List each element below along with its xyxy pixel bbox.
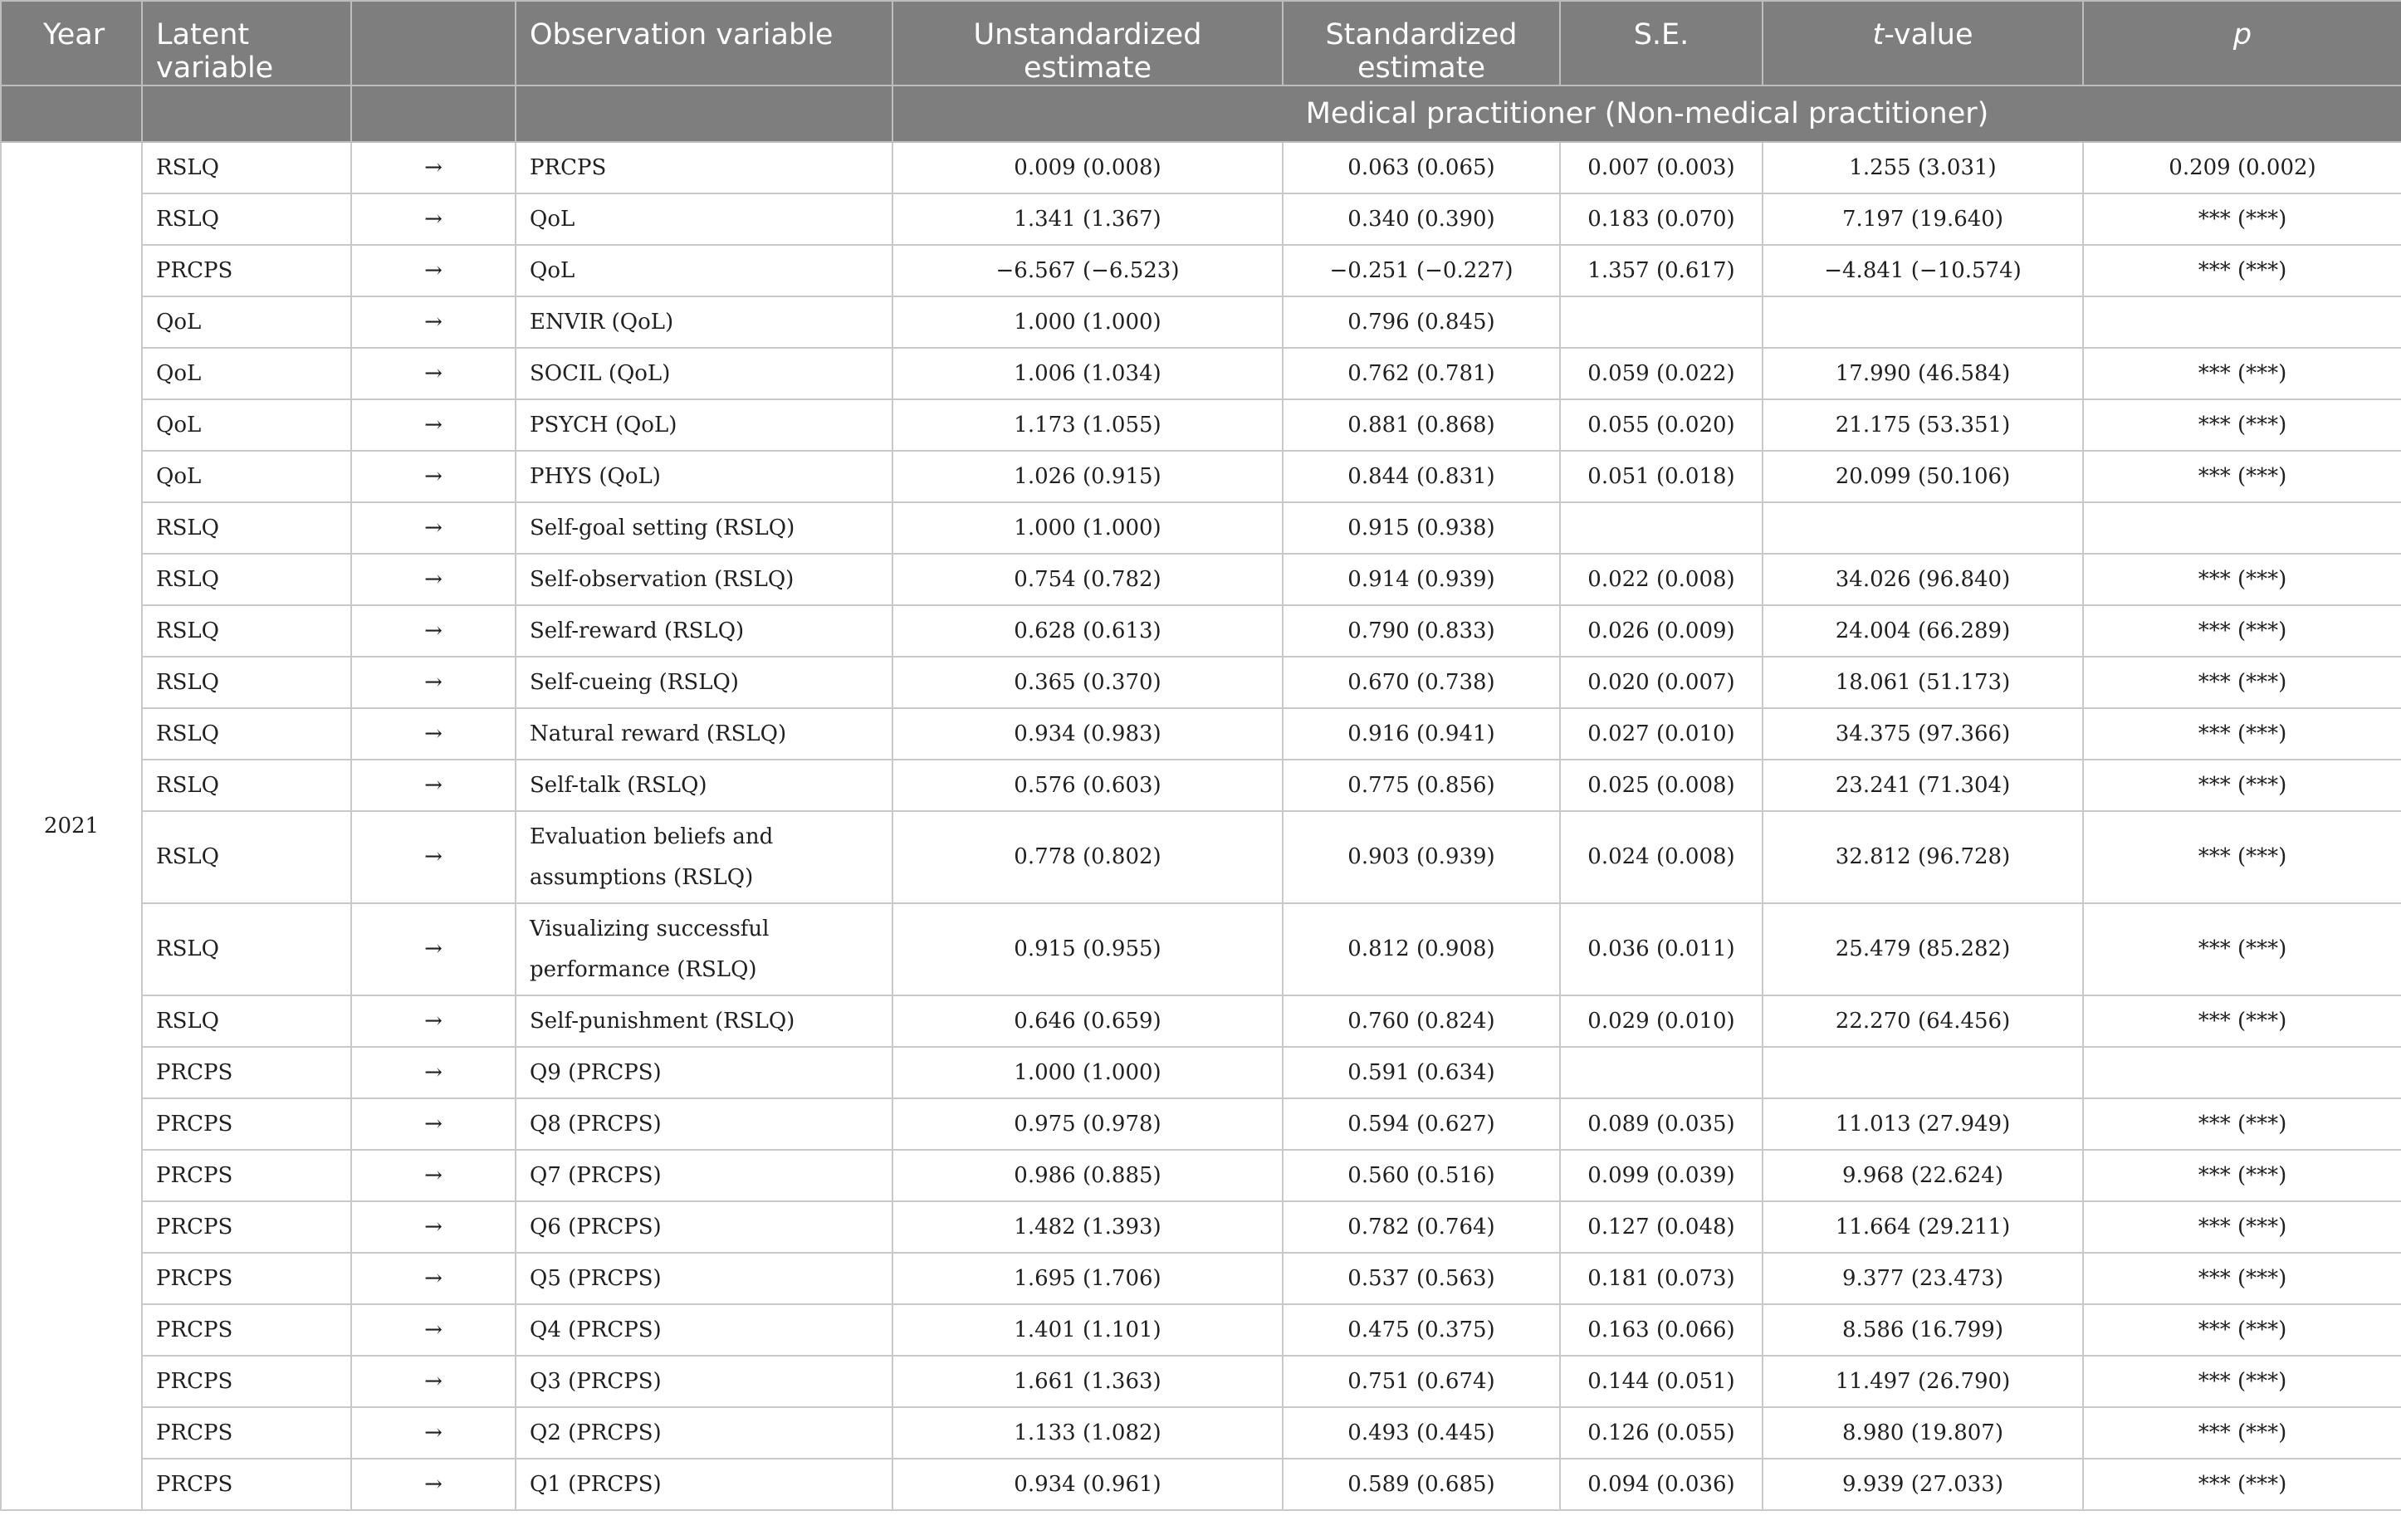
p-value-cell: *** (***) (2083, 399, 2401, 451)
table-row (1, 1459, 2401, 1510)
se-cell: 0.007 (0.003) (1560, 142, 1763, 193)
se-cell: 0.051 (0.018) (1560, 451, 1763, 502)
header-unstd-line1: Unstandardized (973, 18, 1202, 51)
standardized-estimate-cell: 0.537 (0.563) (1283, 1253, 1560, 1304)
latent-variable-cell: RSLQ (142, 995, 351, 1047)
unstandardized-estimate-cell: 1.000 (1.000) (892, 296, 1283, 348)
t-value-cell: 21.175 (53.351) (1763, 399, 2083, 451)
observation-variable-cell: Self-talk (RSLQ) (516, 760, 892, 811)
unstandardized-estimate-cell: 0.365 (0.370) (892, 657, 1283, 708)
latent-variable-cell: RSLQ (142, 760, 351, 811)
latent-variable-cell: QoL (142, 399, 351, 451)
t-value-cell (1763, 296, 2083, 348)
p-value-cell: *** (***) (2083, 1201, 2401, 1253)
unstandardized-estimate-cell: 1.341 (1.367) (892, 193, 1283, 245)
se-cell (1560, 296, 1763, 348)
unstandardized-estimate-cell: 0.975 (0.978) (892, 1098, 1283, 1150)
arrow-cell: → (351, 1098, 516, 1150)
table-row (1, 903, 2401, 995)
subheader-group-label: Medical practitioner (Non-medical practitioner) (892, 86, 2401, 142)
p-value-cell: *** (***) (2083, 1459, 2401, 1510)
table-row (1, 554, 2401, 605)
table-row (1, 760, 2401, 811)
p-value-cell: *** (***) (2083, 995, 2401, 1047)
subheader-row (1, 86, 2401, 142)
header-standardized-estimate (1283, 1, 1560, 86)
t-value-cell (1763, 1047, 2083, 1098)
t-value-cell: 11.664 (29.211) (1763, 1201, 2083, 1253)
table-row (1, 1304, 2401, 1356)
table-header (1, 1, 2401, 142)
observation-variable-cell: Visualizing successful performance (RSLQ) (516, 903, 892, 995)
standardized-estimate-cell: 0.762 (0.781) (1283, 348, 1560, 399)
header-row (1, 1, 2401, 86)
table-row (1, 1356, 2401, 1407)
latent-variable-cell: PRCPS (142, 245, 351, 296)
table-row (1, 142, 2401, 193)
se-cell: 1.357 (0.617) (1560, 245, 1763, 296)
se-cell (1560, 502, 1763, 554)
se-cell: 0.089 (0.035) (1560, 1098, 1763, 1150)
se-cell: 0.183 (0.070) (1560, 193, 1763, 245)
standardized-estimate-cell: 0.881 (0.868) (1283, 399, 1560, 451)
unstandardized-estimate-cell: 0.934 (0.961) (892, 1459, 1283, 1510)
year-cell: 2021 (1, 142, 142, 1510)
se-cell: 0.020 (0.007) (1560, 657, 1763, 708)
header-p (2083, 1, 2401, 86)
table-row (1, 502, 2401, 554)
header-unstd-line2: estimate (1023, 51, 1152, 85)
observation-variable-cell: Q1 (PRCPS) (516, 1459, 892, 1510)
latent-variable-cell: RSLQ (142, 554, 351, 605)
latent-variable-cell: PRCPS (142, 1459, 351, 1510)
header-std-line2: estimate (1357, 51, 1485, 85)
standardized-estimate-cell: 0.844 (0.831) (1283, 451, 1560, 502)
t-value-cell: 1.255 (3.031) (1763, 142, 2083, 193)
p-value-cell: *** (***) (2083, 451, 2401, 502)
header-std-line1: Standardized (1325, 18, 1518, 51)
standardized-estimate-cell: 0.670 (0.738) (1283, 657, 1560, 708)
observation-variable-cell: Q3 (PRCPS) (516, 1356, 892, 1407)
standardized-estimate-cell: 0.560 (0.516) (1283, 1150, 1560, 1201)
t-value-cell: 25.479 (85.282) (1763, 903, 2083, 995)
p-value-cell: 0.209 (0.002) (2083, 142, 2401, 193)
header-latent-variable (142, 1, 351, 86)
header-unstandardized-estimate (892, 1, 1283, 86)
standardized-estimate-cell: 0.775 (0.856) (1283, 760, 1560, 811)
table-row (1, 399, 2401, 451)
header-se: S.E. (1560, 1, 1763, 86)
arrow-cell: → (351, 502, 516, 554)
standardized-estimate-cell: 0.063 (0.065) (1283, 142, 1560, 193)
se-cell: 0.144 (0.051) (1560, 1356, 1763, 1407)
latent-variable-cell: PRCPS (142, 1253, 351, 1304)
p-value-cell: *** (***) (2083, 348, 2401, 399)
unstandardized-estimate-cell: 0.628 (0.613) (892, 605, 1283, 657)
se-cell: 0.099 (0.039) (1560, 1150, 1763, 1201)
observation-variable-cell: Q4 (PRCPS) (516, 1304, 892, 1356)
header-t-italic: t (1872, 18, 1885, 51)
se-cell: 0.026 (0.009) (1560, 605, 1763, 657)
unstandardized-estimate-cell: 0.009 (0.008) (892, 142, 1283, 193)
standardized-estimate-cell: 0.493 (0.445) (1283, 1407, 1560, 1459)
unstandardized-estimate-cell: 1.482 (1.393) (892, 1201, 1283, 1253)
latent-variable-cell: RSLQ (142, 605, 351, 657)
t-value-cell: 7.197 (19.640) (1763, 193, 2083, 245)
header-t-value (1763, 1, 2083, 86)
unstandardized-estimate-cell: 0.915 (0.955) (892, 903, 1283, 995)
standardized-estimate-cell: 0.796 (0.845) (1283, 296, 1560, 348)
table-row (1, 708, 2401, 760)
observation-variable-cell: QoL (516, 193, 892, 245)
unstandardized-estimate-cell: 1.401 (1.101) (892, 1304, 1283, 1356)
p-value-cell: *** (***) (2083, 554, 2401, 605)
unstandardized-estimate-cell: 1.006 (1.034) (892, 348, 1283, 399)
observation-variable-cell: Self-observation (RSLQ) (516, 554, 892, 605)
observation-variable-cell: Self-goal setting (RSLQ) (516, 502, 892, 554)
header-year: Year (1, 1, 142, 86)
t-value-cell: −4.841 (−10.574) (1763, 245, 2083, 296)
p-value-cell: *** (***) (2083, 1098, 2401, 1150)
t-value-cell: 20.099 (50.106) (1763, 451, 2083, 502)
observation-variable-cell: Q2 (PRCPS) (516, 1407, 892, 1459)
t-value-cell: 32.812 (96.728) (1763, 811, 2083, 903)
header-latent-line1: Latent (156, 18, 250, 51)
p-value-cell: *** (***) (2083, 605, 2401, 657)
p-value-cell (2083, 1047, 2401, 1098)
unstandardized-estimate-cell: 1.661 (1.363) (892, 1356, 1283, 1407)
subheader-empty-4 (516, 86, 892, 142)
t-value-cell: 34.026 (96.840) (1763, 554, 2083, 605)
se-cell: 0.025 (0.008) (1560, 760, 1763, 811)
latent-variable-cell: RSLQ (142, 657, 351, 708)
arrow-cell: → (351, 1304, 516, 1356)
arrow-cell: → (351, 605, 516, 657)
p-value-cell (2083, 502, 2401, 554)
arrow-cell: → (351, 903, 516, 995)
t-value-cell: 9.968 (22.624) (1763, 1150, 2083, 1201)
subheader-empty-3 (351, 86, 516, 142)
p-value-cell: *** (***) (2083, 760, 2401, 811)
arrow-cell: → (351, 451, 516, 502)
latent-variable-cell: PRCPS (142, 1356, 351, 1407)
standardized-estimate-cell: 0.751 (0.674) (1283, 1356, 1560, 1407)
observation-variable-cell: Evaluation beliefs and assumptions (RSLQ) (516, 811, 892, 903)
arrow-cell: → (351, 1047, 516, 1098)
arrow-cell: → (351, 399, 516, 451)
observation-variable-cell: Self-punishment (RSLQ) (516, 995, 892, 1047)
p-value-cell: *** (***) (2083, 1356, 2401, 1407)
arrow-cell: → (351, 657, 516, 708)
se-cell: 0.059 (0.022) (1560, 348, 1763, 399)
arrow-cell: → (351, 554, 516, 605)
standardized-estimate-cell: 0.475 (0.375) (1283, 1304, 1560, 1356)
header-observation-variable: Observation variable (516, 1, 892, 86)
p-value-cell: *** (***) (2083, 1253, 2401, 1304)
latent-variable-cell: QoL (142, 296, 351, 348)
standardized-estimate-cell: 0.790 (0.833) (1283, 605, 1560, 657)
se-cell: 0.126 (0.055) (1560, 1407, 1763, 1459)
standardized-estimate-cell: 0.760 (0.824) (1283, 995, 1560, 1047)
p-value-cell: *** (***) (2083, 1407, 2401, 1459)
unstandardized-estimate-cell: 0.986 (0.885) (892, 1150, 1283, 1201)
observation-variable-cell: Q5 (PRCPS) (516, 1253, 892, 1304)
se-cell: 0.022 (0.008) (1560, 554, 1763, 605)
t-value-cell: 11.497 (26.790) (1763, 1356, 2083, 1407)
table-row (1, 296, 2401, 348)
standardized-estimate-cell: 0.915 (0.938) (1283, 502, 1560, 554)
latent-variable-cell: RSLQ (142, 811, 351, 903)
unstandardized-estimate-cell: 1.695 (1.706) (892, 1253, 1283, 1304)
standardized-estimate-cell: 0.594 (0.627) (1283, 1098, 1560, 1150)
se-cell (1560, 1047, 1763, 1098)
arrow-cell: → (351, 811, 516, 903)
se-cell: 0.027 (0.010) (1560, 708, 1763, 760)
table-row (1, 348, 2401, 399)
t-value-cell (1763, 502, 2083, 554)
table-row (1, 1150, 2401, 1201)
arrow-cell: → (351, 142, 516, 193)
observation-variable-cell: Self-cueing (RSLQ) (516, 657, 892, 708)
observation-variable-cell: Q7 (PRCPS) (516, 1150, 892, 1201)
t-value-cell: 9.939 (27.033) (1763, 1459, 2083, 1510)
arrow-cell: → (351, 995, 516, 1047)
standardized-estimate-cell: 0.903 (0.939) (1283, 811, 1560, 903)
t-value-cell: 22.270 (64.456) (1763, 995, 2083, 1047)
p-value-cell: *** (***) (2083, 708, 2401, 760)
latent-variable-cell: RSLQ (142, 193, 351, 245)
table-row (1, 1253, 2401, 1304)
observation-variable-cell: PHYS (QoL) (516, 451, 892, 502)
latent-variable-cell: PRCPS (142, 1304, 351, 1356)
se-cell: 0.094 (0.036) (1560, 1459, 1763, 1510)
table-row (1, 811, 2401, 903)
p-value-cell: *** (***) (2083, 657, 2401, 708)
standardized-estimate-cell: 0.589 (0.685) (1283, 1459, 1560, 1510)
header-latent-line2: variable (156, 51, 274, 85)
table-body (1, 142, 2401, 1510)
arrow-cell: → (351, 245, 516, 296)
latent-variable-cell: RSLQ (142, 903, 351, 995)
observation-variable-cell: PSYCH (QoL) (516, 399, 892, 451)
table-row (1, 1047, 2401, 1098)
p-value-cell: *** (***) (2083, 193, 2401, 245)
table-row (1, 451, 2401, 502)
arrow-cell: → (351, 296, 516, 348)
p-value-cell: *** (***) (2083, 811, 2401, 903)
p-value-cell (2083, 296, 2401, 348)
header-t-rest: -value (1884, 18, 1973, 51)
unstandardized-estimate-cell: 1.133 (1.082) (892, 1407, 1283, 1459)
p-value-cell: *** (***) (2083, 245, 2401, 296)
arrow-cell: → (351, 1407, 516, 1459)
unstandardized-estimate-cell: 1.173 (1.055) (892, 399, 1283, 451)
standardized-estimate-cell: 0.340 (0.390) (1283, 193, 1560, 245)
latent-variable-cell: PRCPS (142, 1201, 351, 1253)
t-value-cell: 11.013 (27.949) (1763, 1098, 2083, 1150)
observation-variable-cell: Self-reward (RSLQ) (516, 605, 892, 657)
header-arrow (351, 1, 516, 86)
standardized-estimate-cell: 0.914 (0.939) (1283, 554, 1560, 605)
arrow-cell: → (351, 193, 516, 245)
observation-variable-cell: Q8 (PRCPS) (516, 1098, 892, 1150)
header-p-italic: p (2232, 18, 2252, 51)
arrow-cell: → (351, 708, 516, 760)
latent-variable-cell: RSLQ (142, 708, 351, 760)
table-row (1, 995, 2401, 1047)
unstandardized-estimate-cell: 0.646 (0.659) (892, 995, 1283, 1047)
latent-variable-cell: QoL (142, 451, 351, 502)
observation-variable-cell: ENVIR (QoL) (516, 296, 892, 348)
se-cell: 0.163 (0.066) (1560, 1304, 1763, 1356)
table-row (1, 657, 2401, 708)
arrow-cell: → (351, 1356, 516, 1407)
p-value-cell: *** (***) (2083, 1150, 2401, 1201)
unstandardized-estimate-cell: 1.026 (0.915) (892, 451, 1283, 502)
latent-variable-cell: RSLQ (142, 142, 351, 193)
se-cell: 0.029 (0.010) (1560, 995, 1763, 1047)
observation-variable-cell: Q9 (PRCPS) (516, 1047, 892, 1098)
unstandardized-estimate-cell: 0.754 (0.782) (892, 554, 1283, 605)
standardized-estimate-cell: 0.812 (0.908) (1283, 903, 1560, 995)
t-value-cell: 18.061 (51.173) (1763, 657, 2083, 708)
arrow-cell: → (351, 1201, 516, 1253)
t-value-cell: 23.241 (71.304) (1763, 760, 2083, 811)
observation-variable-cell: SOCIL (QoL) (516, 348, 892, 399)
t-value-cell: 9.377 (23.473) (1763, 1253, 2083, 1304)
observation-variable-cell: Natural reward (RSLQ) (516, 708, 892, 760)
standardized-estimate-cell: 0.782 (0.764) (1283, 1201, 1560, 1253)
arrow-cell: → (351, 348, 516, 399)
unstandardized-estimate-cell: 1.000 (1.000) (892, 1047, 1283, 1098)
se-cell: 0.055 (0.020) (1560, 399, 1763, 451)
subheader-empty-2 (142, 86, 351, 142)
arrow-cell: → (351, 760, 516, 811)
table-row (1, 245, 2401, 296)
t-value-cell: 8.980 (19.807) (1763, 1407, 2083, 1459)
unstandardized-estimate-cell: 0.778 (0.802) (892, 811, 1283, 903)
t-value-cell: 8.586 (16.799) (1763, 1304, 2083, 1356)
t-value-cell: 24.004 (66.289) (1763, 605, 2083, 657)
latent-variable-cell: PRCPS (142, 1150, 351, 1201)
se-cell: 0.181 (0.073) (1560, 1253, 1763, 1304)
table-row (1, 1098, 2401, 1150)
table-row (1, 1407, 2401, 1459)
latent-variable-cell: PRCPS (142, 1047, 351, 1098)
observation-variable-cell: Q6 (PRCPS) (516, 1201, 892, 1253)
se-cell: 0.127 (0.048) (1560, 1201, 1763, 1253)
se-cell: 0.024 (0.008) (1560, 811, 1763, 903)
latent-variable-cell: PRCPS (142, 1098, 351, 1150)
unstandardized-estimate-cell: −6.567 (−6.523) (892, 245, 1283, 296)
standardized-estimate-cell: −0.251 (−0.227) (1283, 245, 1560, 296)
standardized-estimate-cell: 0.916 (0.941) (1283, 708, 1560, 760)
observation-variable-cell: PRCPS (516, 142, 892, 193)
table-row (1, 605, 2401, 657)
latent-variable-cell: PRCPS (142, 1407, 351, 1459)
arrow-cell: → (351, 1253, 516, 1304)
t-value-cell: 34.375 (97.366) (1763, 708, 2083, 760)
observation-variable-cell: QoL (516, 245, 892, 296)
table-row (1, 193, 2401, 245)
subheader-empty-1 (1, 86, 142, 142)
se-cell: 0.036 (0.011) (1560, 903, 1763, 995)
table-row (1, 1201, 2401, 1253)
t-value-cell: 17.990 (46.584) (1763, 348, 2083, 399)
p-value-cell: *** (***) (2083, 1304, 2401, 1356)
unstandardized-estimate-cell: 1.000 (1.000) (892, 502, 1283, 554)
latent-variable-cell: RSLQ (142, 502, 351, 554)
unstandardized-estimate-cell: 0.934 (0.983) (892, 708, 1283, 760)
p-value-cell: *** (***) (2083, 903, 2401, 995)
latent-variable-cell: QoL (142, 348, 351, 399)
arrow-cell: → (351, 1150, 516, 1201)
standardized-estimate-cell: 0.591 (0.634) (1283, 1047, 1560, 1098)
arrow-cell: → (351, 1459, 516, 1510)
unstandardized-estimate-cell: 0.576 (0.603) (892, 760, 1283, 811)
